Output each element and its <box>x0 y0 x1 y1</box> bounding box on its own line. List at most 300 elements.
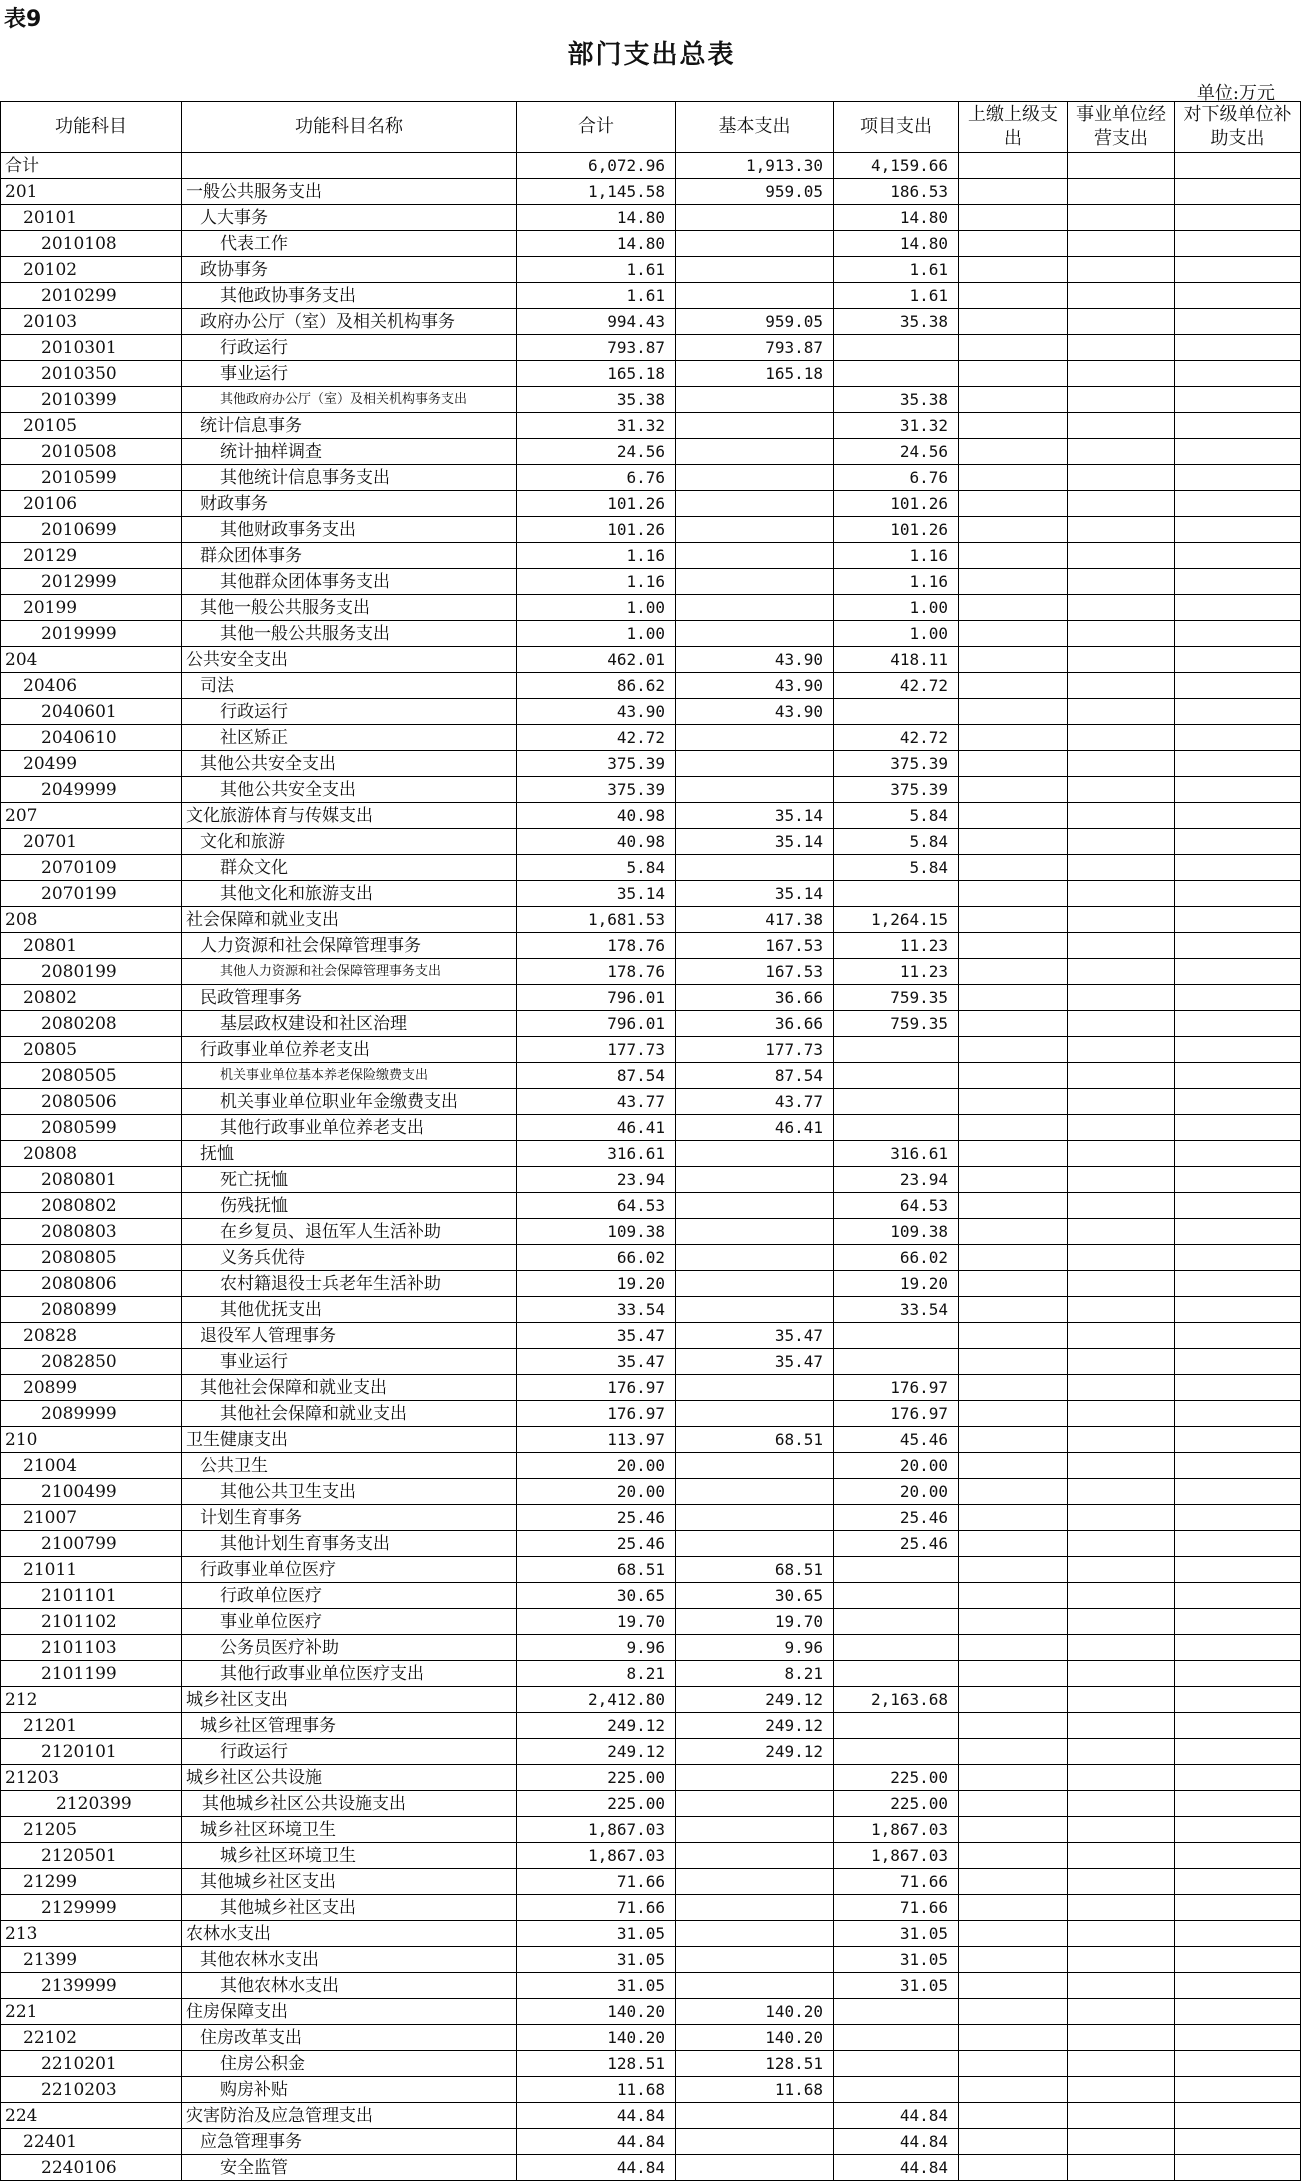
row-code-cell: 21201 <box>1 1713 182 1739</box>
row-project-cell: 101.26 <box>834 491 959 517</box>
row-total-cell: 87.54 <box>517 1063 676 1089</box>
row-name-cell: 死亡抚恤 <box>182 1167 517 1193</box>
row-basic-cell: 793.87 <box>676 335 834 361</box>
row-name-cell: 购房补贴 <box>182 2077 517 2103</box>
row-name-cell: 退役军人管理事务 <box>182 1323 517 1349</box>
row-business-cell <box>1068 1479 1175 1505</box>
header-project: 项目支出 <box>834 102 959 153</box>
row-name-cell: 其他一般公共服务支出 <box>182 595 517 621</box>
row-code-cell: 2101199 <box>1 1661 182 1687</box>
row-business-cell <box>1068 179 1175 205</box>
row-subsidy-cell <box>1175 1089 1301 1115</box>
row-code-cell: 22401 <box>1 2129 182 2155</box>
row-basic-cell <box>676 569 834 595</box>
table-row <box>1 543 1301 569</box>
row-upper-payment-cell <box>959 725 1068 751</box>
row-code-cell: 224 <box>1 2103 182 2129</box>
row-basic-cell <box>676 413 834 439</box>
row-business-cell <box>1068 257 1175 283</box>
row-total-cell: 177.73 <box>517 1037 676 1063</box>
row-project-cell: 6.76 <box>834 465 959 491</box>
table-row <box>1 517 1301 543</box>
table-row <box>1 1999 1301 2025</box>
row-subsidy-cell <box>1175 1323 1301 1349</box>
row-name-cell: 政协事务 <box>182 257 517 283</box>
row-code-cell: 2040601 <box>1 699 182 725</box>
row-business-cell <box>1068 1323 1175 1349</box>
row-name-cell: 社会保障和就业支出 <box>182 907 517 933</box>
row-basic-cell <box>676 1141 834 1167</box>
row-subsidy-cell <box>1175 231 1301 257</box>
row-name-cell: 其他财政事务支出 <box>182 517 517 543</box>
row-total-cell: 86.62 <box>517 673 676 699</box>
row-upper-payment-cell <box>959 465 1068 491</box>
row-subsidy-cell <box>1175 1947 1301 1973</box>
row-code-cell: 2040610 <box>1 725 182 751</box>
table-row <box>1 777 1301 803</box>
row-subsidy-cell <box>1175 2155 1301 2181</box>
row-upper-payment-cell <box>959 1739 1068 1765</box>
row-business-cell <box>1068 569 1175 595</box>
row-project-cell: 759.35 <box>834 1011 959 1037</box>
table-row <box>1 1765 1301 1791</box>
row-basic-cell: 249.12 <box>676 1739 834 1765</box>
row-business-cell <box>1068 335 1175 361</box>
row-project-cell: 4,159.66 <box>834 153 959 179</box>
row-name-cell: 人大事务 <box>182 205 517 231</box>
row-business-cell <box>1068 751 1175 777</box>
row-total-cell: 20.00 <box>517 1479 676 1505</box>
table-row <box>1 569 1301 595</box>
row-basic-cell <box>676 1921 834 1947</box>
row-code-cell: 20701 <box>1 829 182 855</box>
row-basic-cell <box>676 595 834 621</box>
row-upper-payment-cell <box>959 2103 1068 2129</box>
row-upper-payment-cell <box>959 595 1068 621</box>
row-name-cell: 安全监管 <box>182 2155 517 2181</box>
row-subsidy-cell <box>1175 1375 1301 1401</box>
row-total-cell: 68.51 <box>517 1557 676 1583</box>
row-project-cell: 225.00 <box>834 1791 959 1817</box>
row-name-cell: 其他公共卫生支出 <box>182 1479 517 1505</box>
row-project-cell: 31.05 <box>834 1973 959 1999</box>
table-row <box>1 1973 1301 1999</box>
row-subsidy-cell <box>1175 283 1301 309</box>
row-upper-payment-cell <box>959 1843 1068 1869</box>
table-row <box>1 283 1301 309</box>
row-basic-cell: 35.47 <box>676 1323 834 1349</box>
row-total-cell: 31.32 <box>517 413 676 439</box>
table-row <box>1 1089 1301 1115</box>
row-project-cell: 186.53 <box>834 179 959 205</box>
row-code-cell: 210 <box>1 1427 182 1453</box>
row-name-cell: 其他城乡社区公共设施支出 <box>182 1791 517 1817</box>
row-name-cell: 城乡社区环境卫生 <box>182 1843 517 1869</box>
row-subsidy-cell <box>1175 1687 1301 1713</box>
row-name-cell: 财政事务 <box>182 491 517 517</box>
row-total-cell: 249.12 <box>517 1739 676 1765</box>
row-total-cell: 14.80 <box>517 231 676 257</box>
row-basic-cell <box>676 621 834 647</box>
row-name-cell: 抚恤 <box>182 1141 517 1167</box>
row-basic-cell: 35.14 <box>676 829 834 855</box>
row-basic-cell <box>676 1895 834 1921</box>
row-total-cell: 1,681.53 <box>517 907 676 933</box>
row-total-cell: 140.20 <box>517 1999 676 2025</box>
row-basic-cell <box>676 1167 834 1193</box>
row-business-cell <box>1068 1453 1175 1479</box>
row-code-cell: 221 <box>1 1999 182 2025</box>
row-project-cell <box>834 1063 959 1089</box>
row-upper-payment-cell <box>959 1245 1068 1271</box>
table-row <box>1 1453 1301 1479</box>
row-business-cell <box>1068 1271 1175 1297</box>
row-basic-cell: 43.90 <box>676 673 834 699</box>
row-name-cell: 其他行政事业单位养老支出 <box>182 1115 517 1141</box>
row-code-cell: 21203 <box>1 1765 182 1791</box>
row-business-cell <box>1068 387 1175 413</box>
row-basic-cell: 167.53 <box>676 933 834 959</box>
row-basic-cell <box>676 777 834 803</box>
row-subsidy-cell <box>1175 179 1301 205</box>
row-project-cell: 24.56 <box>834 439 959 465</box>
row-total-cell: 796.01 <box>517 985 676 1011</box>
row-business-cell <box>1068 1609 1175 1635</box>
row-project-cell <box>834 1999 959 2025</box>
row-basic-cell: 43.90 <box>676 699 834 725</box>
row-code-cell: 2080803 <box>1 1219 182 1245</box>
row-upper-payment-cell <box>959 335 1068 361</box>
row-code-cell: 20406 <box>1 673 182 699</box>
table-row <box>1 1271 1301 1297</box>
row-code-cell: 21007 <box>1 1505 182 1531</box>
row-project-cell <box>834 1713 959 1739</box>
row-name-cell: 其他社会保障和就业支出 <box>182 1401 517 1427</box>
row-project-cell: 44.84 <box>834 2129 959 2155</box>
row-total-cell: 44.84 <box>517 2129 676 2155</box>
table-row <box>1 1323 1301 1349</box>
row-total-cell: 375.39 <box>517 751 676 777</box>
row-upper-payment-cell <box>959 1349 1068 1375</box>
row-upper-payment-cell <box>959 1063 1068 1089</box>
row-basic-cell: 249.12 <box>676 1687 834 1713</box>
row-subsidy-cell <box>1175 1973 1301 1999</box>
row-code-cell: 213 <box>1 1921 182 1947</box>
row-code-cell: 2019999 <box>1 621 182 647</box>
unit-label: 单位:万元 <box>1196 83 1275 104</box>
table-row <box>1 2025 1301 2051</box>
row-subsidy-cell <box>1175 2129 1301 2155</box>
row-upper-payment-cell <box>959 309 1068 335</box>
table-row <box>1 751 1301 777</box>
row-business-cell <box>1068 361 1175 387</box>
row-basic-cell <box>676 205 834 231</box>
row-business-cell <box>1068 959 1175 985</box>
row-basic-cell: 43.90 <box>676 647 834 673</box>
row-name-cell: 伤残抚恤 <box>182 1193 517 1219</box>
row-basic-cell <box>676 1869 834 1895</box>
row-name-cell: 应急管理事务 <box>182 2129 517 2155</box>
expenditure-table <box>0 101 1301 2181</box>
row-project-cell: 25.46 <box>834 1531 959 1557</box>
row-basic-cell: 35.47 <box>676 1349 834 1375</box>
row-business-cell <box>1068 1037 1175 1063</box>
row-subsidy-cell <box>1175 855 1301 881</box>
row-business-cell <box>1068 205 1175 231</box>
row-upper-payment-cell <box>959 1583 1068 1609</box>
row-total-cell: 42.72 <box>517 725 676 751</box>
row-name-cell: 其他人力资源和社会保障管理事务支出 <box>182 959 517 985</box>
table-row <box>1 491 1301 517</box>
row-basic-cell: 9.96 <box>676 1635 834 1661</box>
row-project-cell: 23.94 <box>834 1167 959 1193</box>
row-code-cell: 2100499 <box>1 1479 182 1505</box>
row-total-cell: 6.76 <box>517 465 676 491</box>
table-row <box>1 1661 1301 1687</box>
row-project-cell <box>834 699 959 725</box>
row-code-cell: 2010399 <box>1 387 182 413</box>
row-name-cell: 计划生育事务 <box>182 1505 517 1531</box>
row-basic-cell: 959.05 <box>676 179 834 205</box>
row-name-cell: 事业运行 <box>182 361 517 387</box>
row-subsidy-cell <box>1175 361 1301 387</box>
row-business-cell <box>1068 725 1175 751</box>
row-code-cell: 20899 <box>1 1375 182 1401</box>
row-code-cell: 22102 <box>1 2025 182 2051</box>
row-project-cell <box>834 1115 959 1141</box>
table-row <box>1 1895 1301 1921</box>
row-basic-cell: 43.77 <box>676 1089 834 1115</box>
row-basic-cell <box>676 1401 834 1427</box>
row-basic-cell <box>676 1219 834 1245</box>
row-business-cell <box>1068 1011 1175 1037</box>
row-name-cell: 其他政协事务支出 <box>182 283 517 309</box>
row-upper-payment-cell <box>959 205 1068 231</box>
row-total-cell: 1.00 <box>517 595 676 621</box>
row-name-cell: 民政管理事务 <box>182 985 517 1011</box>
row-subsidy-cell <box>1175 1271 1301 1297</box>
row-project-cell: 418.11 <box>834 647 959 673</box>
row-basic-cell: 177.73 <box>676 1037 834 1063</box>
row-code-cell: 2120101 <box>1 1739 182 1765</box>
page-title: 部门支出总表 <box>567 40 736 70</box>
row-business-cell <box>1068 1401 1175 1427</box>
row-name-cell: 住房改革支出 <box>182 2025 517 2051</box>
table-row <box>1 1427 1301 1453</box>
row-total-cell: 11.68 <box>517 2077 676 2103</box>
row-total-cell: 31.05 <box>517 1947 676 1973</box>
row-subsidy-cell <box>1175 699 1301 725</box>
row-project-cell <box>834 1349 959 1375</box>
row-subsidy-cell <box>1175 1661 1301 1687</box>
row-subsidy-cell <box>1175 1791 1301 1817</box>
row-total-cell: 44.84 <box>517 2103 676 2129</box>
row-subsidy-cell <box>1175 647 1301 673</box>
row-name-cell: 统计抽样调查 <box>182 439 517 465</box>
table-row <box>1 1193 1301 1219</box>
row-business-cell <box>1068 1921 1175 1947</box>
row-upper-payment-cell <box>959 1765 1068 1791</box>
row-basic-cell: 1,913.30 <box>676 153 834 179</box>
row-name-cell: 行政运行 <box>182 335 517 361</box>
row-code-cell: 2080805 <box>1 1245 182 1271</box>
row-total-cell: 35.38 <box>517 387 676 413</box>
row-name-cell: 行政运行 <box>182 699 517 725</box>
row-project-cell: 42.72 <box>834 673 959 699</box>
row-basic-cell <box>676 1297 834 1323</box>
row-code-cell: 20101 <box>1 205 182 231</box>
row-basic-cell <box>676 491 834 517</box>
row-name-cell: 城乡社区环境卫生 <box>182 1817 517 1843</box>
row-project-cell <box>834 1661 959 1687</box>
row-upper-payment-cell <box>959 179 1068 205</box>
row-business-cell <box>1068 1869 1175 1895</box>
row-basic-cell <box>676 517 834 543</box>
row-upper-payment-cell <box>959 621 1068 647</box>
row-total-cell: 8.21 <box>517 1661 676 1687</box>
row-basic-cell: 417.38 <box>676 907 834 933</box>
row-basic-cell: 68.51 <box>676 1557 834 1583</box>
row-code-cell: 2010301 <box>1 335 182 361</box>
row-basic-cell <box>676 725 834 751</box>
row-total-cell: 71.66 <box>517 1895 676 1921</box>
row-name-cell: 其他优抚支出 <box>182 1297 517 1323</box>
row-project-cell: 1.16 <box>834 543 959 569</box>
header-subsidy: 对下级单位补助支出 <box>1175 102 1301 153</box>
table-row <box>1 1115 1301 1141</box>
row-code-cell: 2049999 <box>1 777 182 803</box>
row-total-cell: 165.18 <box>517 361 676 387</box>
table-row <box>1 1479 1301 1505</box>
row-code-cell: 2129999 <box>1 1895 182 1921</box>
row-upper-payment-cell <box>959 1609 1068 1635</box>
row-project-cell: 31.05 <box>834 1921 959 1947</box>
row-total-cell: 9.96 <box>517 1635 676 1661</box>
row-business-cell <box>1068 1583 1175 1609</box>
row-code-cell: 20102 <box>1 257 182 283</box>
table-row <box>1 1817 1301 1843</box>
row-basic-cell: 46.41 <box>676 1115 834 1141</box>
row-project-cell: 375.39 <box>834 751 959 777</box>
row-upper-payment-cell <box>959 231 1068 257</box>
table-row <box>1 855 1301 881</box>
row-project-cell: 71.66 <box>834 1869 959 1895</box>
row-project-cell: 1.61 <box>834 283 959 309</box>
table-row <box>1 1219 1301 1245</box>
row-business-cell <box>1068 1817 1175 1843</box>
row-name-cell: 农村籍退役士兵老年生活补助 <box>182 1271 517 1297</box>
row-project-cell: 1.00 <box>834 621 959 647</box>
row-name-cell: 农林水支出 <box>182 1921 517 1947</box>
row-name-cell: 文化旅游体育与传媒支出 <box>182 803 517 829</box>
row-code-cell: 2210203 <box>1 2077 182 2103</box>
row-subsidy-cell <box>1175 595 1301 621</box>
row-upper-payment-cell <box>959 1453 1068 1479</box>
table-row <box>1 439 1301 465</box>
row-total-cell: 113.97 <box>517 1427 676 1453</box>
row-subsidy-cell <box>1175 2103 1301 2129</box>
row-business-cell <box>1068 413 1175 439</box>
row-code-cell: 21004 <box>1 1453 182 1479</box>
row-project-cell <box>834 1557 959 1583</box>
row-total-cell: 796.01 <box>517 1011 676 1037</box>
row-name-cell: 住房公积金 <box>182 2051 517 2077</box>
row-name-cell: 灾害防治及应急管理支出 <box>182 2103 517 2129</box>
row-code-cell: 2080599 <box>1 1115 182 1141</box>
table-row <box>1 2077 1301 2103</box>
row-subsidy-cell <box>1175 907 1301 933</box>
table-row <box>1 387 1301 413</box>
row-subsidy-cell <box>1175 1505 1301 1531</box>
row-code-cell: 20129 <box>1 543 182 569</box>
table-row <box>1 985 1301 1011</box>
row-project-cell: 1.00 <box>834 595 959 621</box>
row-upper-payment-cell <box>959 1869 1068 1895</box>
row-basic-cell: 167.53 <box>676 959 834 985</box>
row-subsidy-cell <box>1175 1479 1301 1505</box>
row-total-cell: 24.56 <box>517 439 676 465</box>
row-upper-payment-cell <box>959 1037 1068 1063</box>
row-name-cell: 其他一般公共服务支出 <box>182 621 517 647</box>
row-code-cell: 2120399 <box>1 1791 182 1817</box>
row-total-cell: 1.16 <box>517 569 676 595</box>
table-row <box>1 413 1301 439</box>
row-code-cell: 2080806 <box>1 1271 182 1297</box>
row-business-cell <box>1068 1193 1175 1219</box>
row-subsidy-cell <box>1175 517 1301 543</box>
row-business-cell <box>1068 1297 1175 1323</box>
row-upper-payment-cell <box>959 569 1068 595</box>
row-code-cell: 2010599 <box>1 465 182 491</box>
row-name-cell: 群众文化 <box>182 855 517 881</box>
row-basic-cell: 11.68 <box>676 2077 834 2103</box>
row-name-cell: 城乡社区公共设施 <box>182 1765 517 1791</box>
row-name-cell: 事业单位医疗 <box>182 1609 517 1635</box>
row-business-cell <box>1068 1843 1175 1869</box>
row-project-cell: 20.00 <box>834 1479 959 1505</box>
row-project-cell: 31.32 <box>834 413 959 439</box>
row-project-cell: 45.46 <box>834 1427 959 1453</box>
row-business-cell <box>1068 647 1175 673</box>
table-row <box>1 1583 1301 1609</box>
row-basic-cell <box>676 387 834 413</box>
row-total-cell: 178.76 <box>517 933 676 959</box>
row-project-cell <box>834 1635 959 1661</box>
row-total-cell: 25.46 <box>517 1505 676 1531</box>
row-business-cell <box>1068 621 1175 647</box>
row-name-cell: 其他城乡社区支出 <box>182 1869 517 1895</box>
row-subsidy-cell <box>1175 1193 1301 1219</box>
row-subsidy-cell <box>1175 335 1301 361</box>
row-basic-cell <box>676 2155 834 2181</box>
row-subsidy-cell <box>1175 1011 1301 1037</box>
row-subsidy-cell <box>1175 725 1301 751</box>
row-name-cell: 其他政府办公厅（室）及相关机构事务支出 <box>182 387 517 413</box>
row-subsidy-cell <box>1175 881 1301 907</box>
row-upper-payment-cell <box>959 387 1068 413</box>
row-basic-cell <box>676 257 834 283</box>
row-subsidy-cell <box>1175 1869 1301 1895</box>
row-basic-cell: 35.14 <box>676 881 834 907</box>
table-row <box>1 1297 1301 1323</box>
row-project-cell: 316.61 <box>834 1141 959 1167</box>
row-code-cell: 2010508 <box>1 439 182 465</box>
row-upper-payment-cell <box>959 1115 1068 1141</box>
row-business-cell <box>1068 309 1175 335</box>
row-total-cell: 31.05 <box>517 1973 676 1999</box>
row-business-cell <box>1068 1791 1175 1817</box>
row-project-cell: 64.53 <box>834 1193 959 1219</box>
